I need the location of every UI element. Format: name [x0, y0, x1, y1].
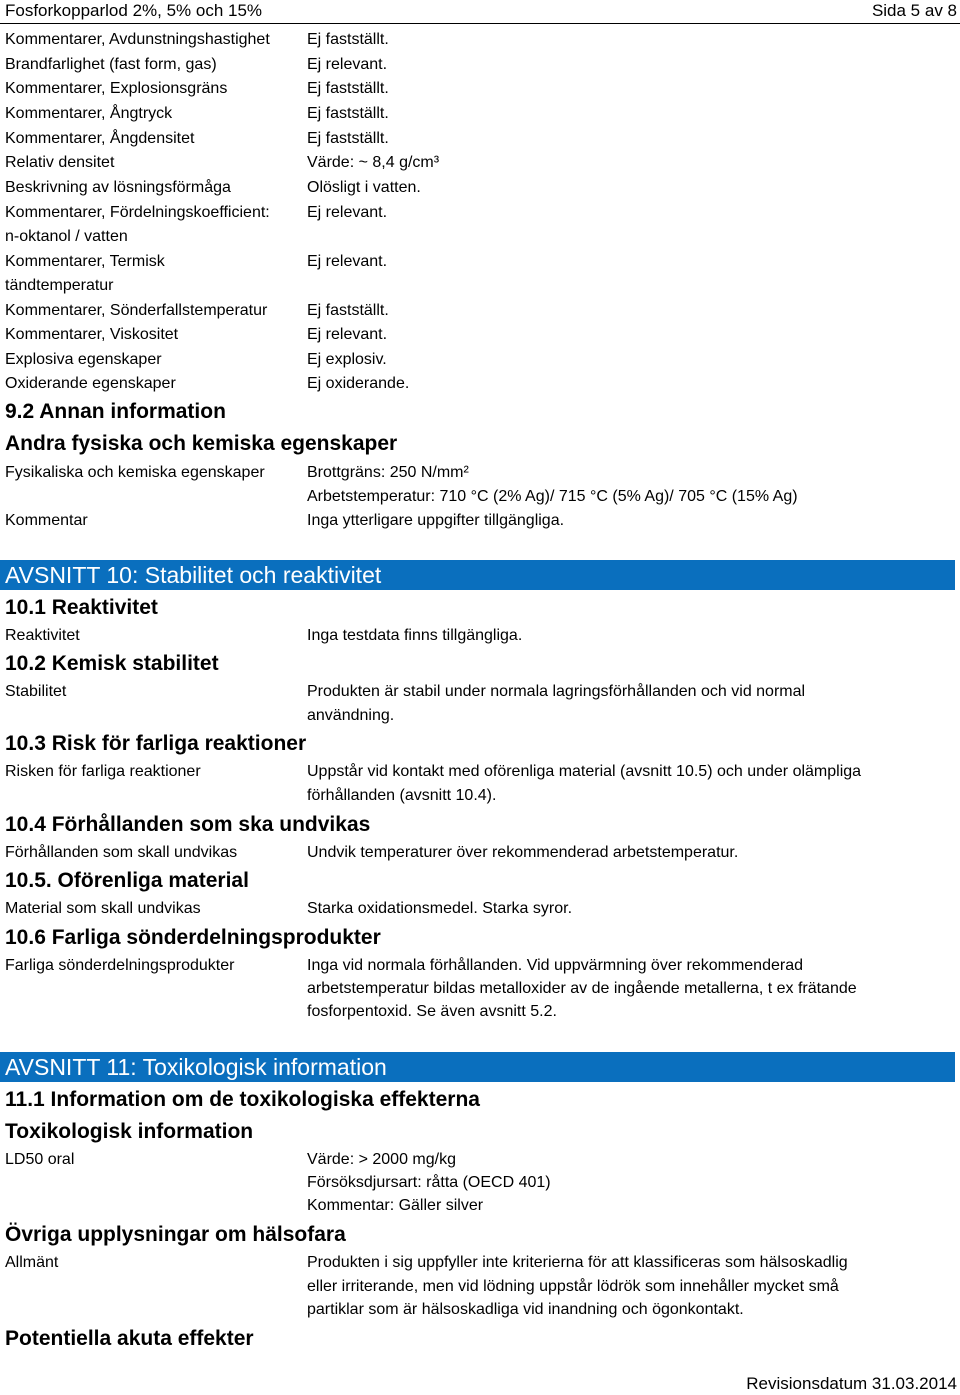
property-label: Kommentarer, Viskositet [5, 326, 179, 343]
property-label: Kommentarer, Ångdensitet [5, 130, 195, 147]
property-label: LD50 oral [5, 1151, 75, 1168]
header-divider [0, 23, 960, 24]
property-value: Kommentar: Gäller silver [307, 1197, 484, 1214]
property-value: Ej relevant. [307, 56, 388, 73]
property-label: Allmänt [5, 1254, 59, 1271]
property-value: Undvik temperaturer över rekommenderad arbetstemperatur. [307, 844, 739, 861]
subsection-heading: Potentiella akuta effekter [5, 1327, 254, 1350]
property-value: Produkten i sig uppfyller inte kriterierna för att klassificeras som hälsoskadlig [307, 1254, 848, 1271]
section-band-title: AVSNITT 11: Toxikologisk information [5, 1054, 387, 1080]
property-label: Relativ densitet [5, 154, 115, 171]
heading-10-4: 10.4 Förhållanden som ska undvikas [5, 813, 371, 836]
property-value: användning. [307, 707, 395, 724]
heading-11-1: 11.1 Information om de toxikologiska effekterna [5, 1088, 480, 1111]
heading-10-3: 10.3 Risk för farliga reaktioner [5, 732, 307, 755]
property-label: Stabilitet [5, 683, 67, 700]
property-value: eller irriterande, men vid lödning uppstår lödrök som innehåller mycket små [307, 1278, 839, 1295]
subsection-heading: Toxikologisk information [5, 1120, 254, 1143]
property-value: partiklar som är hälsoskadliga vid inandning och ögonkontakt. [307, 1301, 744, 1318]
heading-10-1: 10.1 Reaktivitet [5, 596, 158, 619]
property-label: Risken för farliga reaktioner [5, 763, 201, 780]
property-label-continued: tändtemperatur [5, 277, 114, 294]
property-value: Ej oxiderande. [307, 375, 410, 392]
property-value: Produkten är stabil under normala lagringsförhållanden och vid normal [307, 683, 806, 700]
page-number: Sida 5 av 8 [871, 1, 957, 20]
property-value: Brottgräns: 250 N/mm² [307, 464, 469, 481]
document-title: Fosforkopparlod 2%, 5% och 15% [5, 1, 263, 20]
property-value: Värde: ~ 8,4 g/cm³ [307, 154, 440, 171]
section-band-10 [0, 560, 955, 590]
property-value: Värde: > 2000 mg/kg [307, 1151, 456, 1168]
property-label: Förhållanden som skall undvikas [5, 844, 238, 861]
property-label: Material som skall undvikas [5, 900, 201, 917]
property-label: Kommentarer, Sönderfallstemperatur [5, 302, 268, 319]
heading-10-5: 10.5. Oförenliga material [5, 869, 249, 892]
property-value: Ej fastställt. [307, 130, 389, 147]
property-value: Ej fastställt. [307, 105, 389, 122]
property-label: Reaktivitet [5, 627, 80, 644]
page-header [0, 0, 960, 22]
property-value: Ej relevant. [307, 253, 388, 270]
property-label: Beskrivning av lösningsförmåga [5, 179, 231, 196]
heading-10-2: 10.2 Kemisk stabilitet [5, 652, 219, 675]
property-label: Kommentar [5, 512, 88, 529]
property-label-continued: n-oktanol / vatten [5, 228, 128, 245]
property-value: Ej fastställt. [307, 302, 389, 319]
property-label: Explosiva egenskaper [5, 351, 162, 368]
property-value: förhållanden (avsnitt 10.4). [307, 787, 497, 804]
property-value: Försöksdjursart: råtta (OECD 401) [307, 1174, 551, 1191]
section-band-11 [0, 1052, 955, 1082]
section-band-title: AVSNITT 10: Stabilitet och reaktivitet [5, 562, 382, 588]
property-value: Ej explosiv. [307, 351, 387, 368]
property-value: Inga testdata finns tillgängliga. [307, 627, 523, 644]
property-value: Ej fastställt. [307, 31, 389, 48]
property-value: Ej fastställt. [307, 80, 389, 97]
property-value: Olösligt i vatten. [307, 179, 421, 196]
property-label: Oxiderande egenskaper [5, 375, 176, 392]
subsection-heading: Andra fysiska och kemiska egenskaper [5, 432, 398, 455]
property-value: arbetstemperatur bildas metalloxider av de ingående metallerna, t ex frätande [307, 980, 857, 997]
subsection-heading: Övriga upplysningar om hälsofara [5, 1223, 346, 1246]
property-value: Starka oxidationsmedel. Starka syror. [307, 900, 573, 917]
property-value: Uppstår vid kontakt med oförenliga material (avsnitt 10.5) och under olämpliga [307, 763, 862, 780]
property-label: Fysikaliska och kemiska egenskaper [5, 464, 265, 481]
property-label: Kommentarer, Explosionsgräns [5, 80, 228, 97]
property-value: Arbetstemperatur: 710 °C (2% Ag)/ 715 °C (5% Ag)/ 705 °C (15% Ag) [307, 488, 798, 505]
property-value: Inga ytterligare uppgifter tillgängliga. [307, 512, 565, 529]
property-value: Inga vid normala förhållanden. Vid uppvärmning över rekommenderad [307, 957, 803, 974]
property-label: Kommentarer, Fördelningskoefficient: [5, 204, 270, 221]
property-label: Farliga sönderdelningsprodukter [5, 957, 235, 974]
heading-10-6: 10.6 Farliga sönderdelningsprodukter [5, 926, 381, 949]
property-label: Kommentarer, Termisk [5, 253, 165, 270]
revision-date: Revisionsdatum 31.03.2014 [746, 1374, 957, 1393]
property-value: Ej relevant. [307, 326, 388, 343]
section-heading-9-2: 9.2 Annan information [5, 400, 226, 423]
property-label: Kommentarer, Ångtryck [5, 105, 173, 122]
property-label: Kommentarer, Avdunstningshastighet [5, 31, 270, 48]
property-label: Brandfarlighet (fast form, gas) [5, 56, 217, 73]
property-value: fosforpentoxid. Se även avsnitt 5.2. [307, 1003, 557, 1020]
property-value: Ej relevant. [307, 204, 388, 221]
